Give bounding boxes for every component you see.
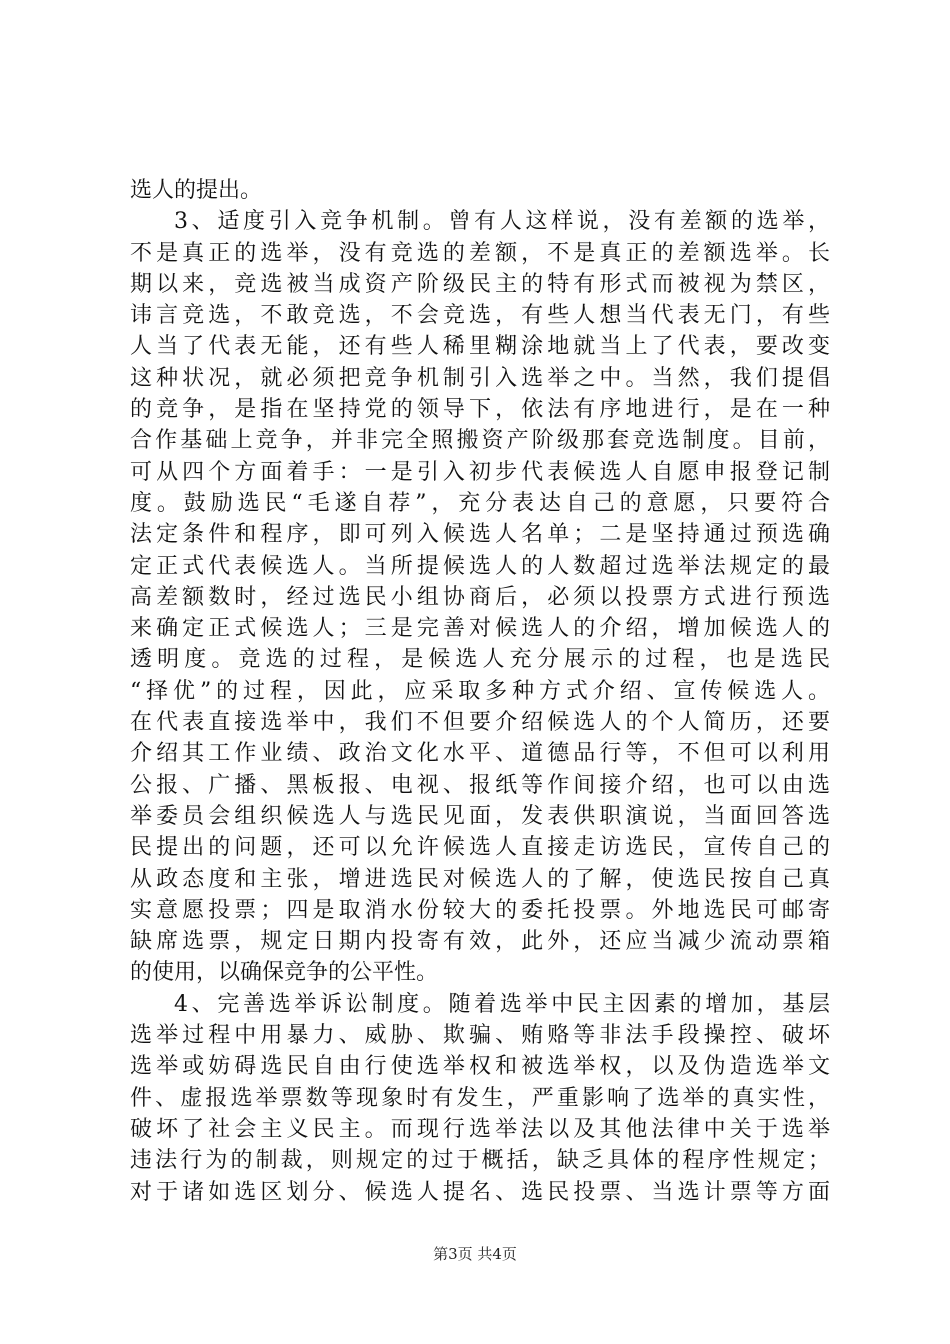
- text-line: 举委员会组织候选人与选民见面，发表供职演说，当面回答选: [130, 803, 830, 829]
- text-line: 可从四个方面着手：一是引入初步代表候选人自愿申报登记制: [130, 459, 830, 485]
- text-line: 不是真正的选举，没有竞选的差额，不是真正的差额选举。长: [130, 240, 830, 266]
- text-line: 这种状况，就必须把竞争机制引入选举之中。当然，我们提倡: [130, 365, 830, 391]
- text-line: “择优”的过程，因此，应采取多种方式介绍、宣传候选人。: [130, 678, 830, 704]
- text-line: 度。鼓励选民“毛遂自荐”，充分表达自己的意愿，只要符合: [130, 490, 830, 516]
- text-line: 3、适度引入竞争机制。曾有人这样说，没有差额的选举，: [174, 209, 830, 235]
- body-text: [130, 175, 830, 1208]
- text-line: 选人的提出。: [130, 178, 263, 203]
- text-line: 透明度。竞选的过程，是候选人充分展示的过程，也是选民: [130, 647, 830, 673]
- text-line: 实意愿投票；四是取消水份较大的委托投票。外地选民可邮寄: [130, 897, 830, 923]
- text-line: 定正式代表候选人。当所提候选人的人数超过选举法规定的最: [130, 553, 830, 579]
- text-line: 选举过程中用暴力、威胁、欺骗、贿赂等非法手段操控、破坏: [130, 1023, 830, 1049]
- text-line: 人当了代表无能，还有些人稀里糊涂地就当上了代表，要改变: [130, 334, 830, 360]
- text-line: 的竞争，是指在坚持党的领导下，依法有序地进行，是在一种: [130, 397, 830, 423]
- text-line: 介绍其工作业绩、政治文化水平、道德品行等，不但可以利用: [130, 741, 830, 767]
- text-line: 缺席选票，规定日期内投寄有效，此外，还应当减少流动票箱: [130, 929, 830, 955]
- text-line: 的使用，以确保竞争的公平性。: [130, 960, 439, 986]
- text-line: 在代表直接选举中，我们不但要介绍候选人的个人简历，还要: [130, 710, 830, 736]
- text-line: 选举或妨碍选民自由行使选举权和被选举权，以及伪造选举文: [130, 1054, 830, 1080]
- text-line: 讳言竞选，不敢竞选，不会竞选，有些人想当代表无门，有些: [130, 303, 830, 329]
- text-line: 4、完善选举诉讼制度。随着选举中民主因素的增加，基层: [174, 991, 830, 1017]
- text-line: 高差额数时，经过选民小组协商后，必须以投票方式进行预选: [130, 584, 830, 610]
- page-number-footer: 第3页 共4页: [433, 1245, 517, 1263]
- text-line: 破坏了社会主义民主。而现行选举法以及其他法律中关于选举: [130, 1116, 830, 1142]
- text-line: 公报、广播、黑板报、电视、报纸等作间接介绍，也可以由选: [130, 772, 830, 798]
- text-line: 从政态度和主张，增进选民对候选人的了解，使选民按自己真: [130, 866, 830, 892]
- text-line: 合作基础上竞争，并非完全照搬资产阶级那套竞选制度。目前，: [130, 428, 830, 454]
- text-line: 对于诸如选区划分、候选人提名、选民投票、当选计票等方面: [130, 1179, 830, 1205]
- text-line: 件、虚报选举票数等现象时有发生，严重影响了选举的真实性，: [130, 1085, 830, 1111]
- text-line: 民提出的问题，还可以允许候选人直接走访选民，宣传自己的: [130, 835, 830, 861]
- text-line: 来确定正式候选人；三是完善对候选人的介绍，增加候选人的: [130, 616, 830, 642]
- text-line: 违法行为的制裁，则规定的过于概括，缺乏具体的程序性规定；: [130, 1148, 830, 1174]
- text-line: 期以来，竞选被当成资产阶级民主的特有形式而被视为禁区，: [130, 271, 830, 297]
- text-line: 法定条件和程序，即可列入候选人名单；二是坚持通过预选确: [130, 522, 830, 548]
